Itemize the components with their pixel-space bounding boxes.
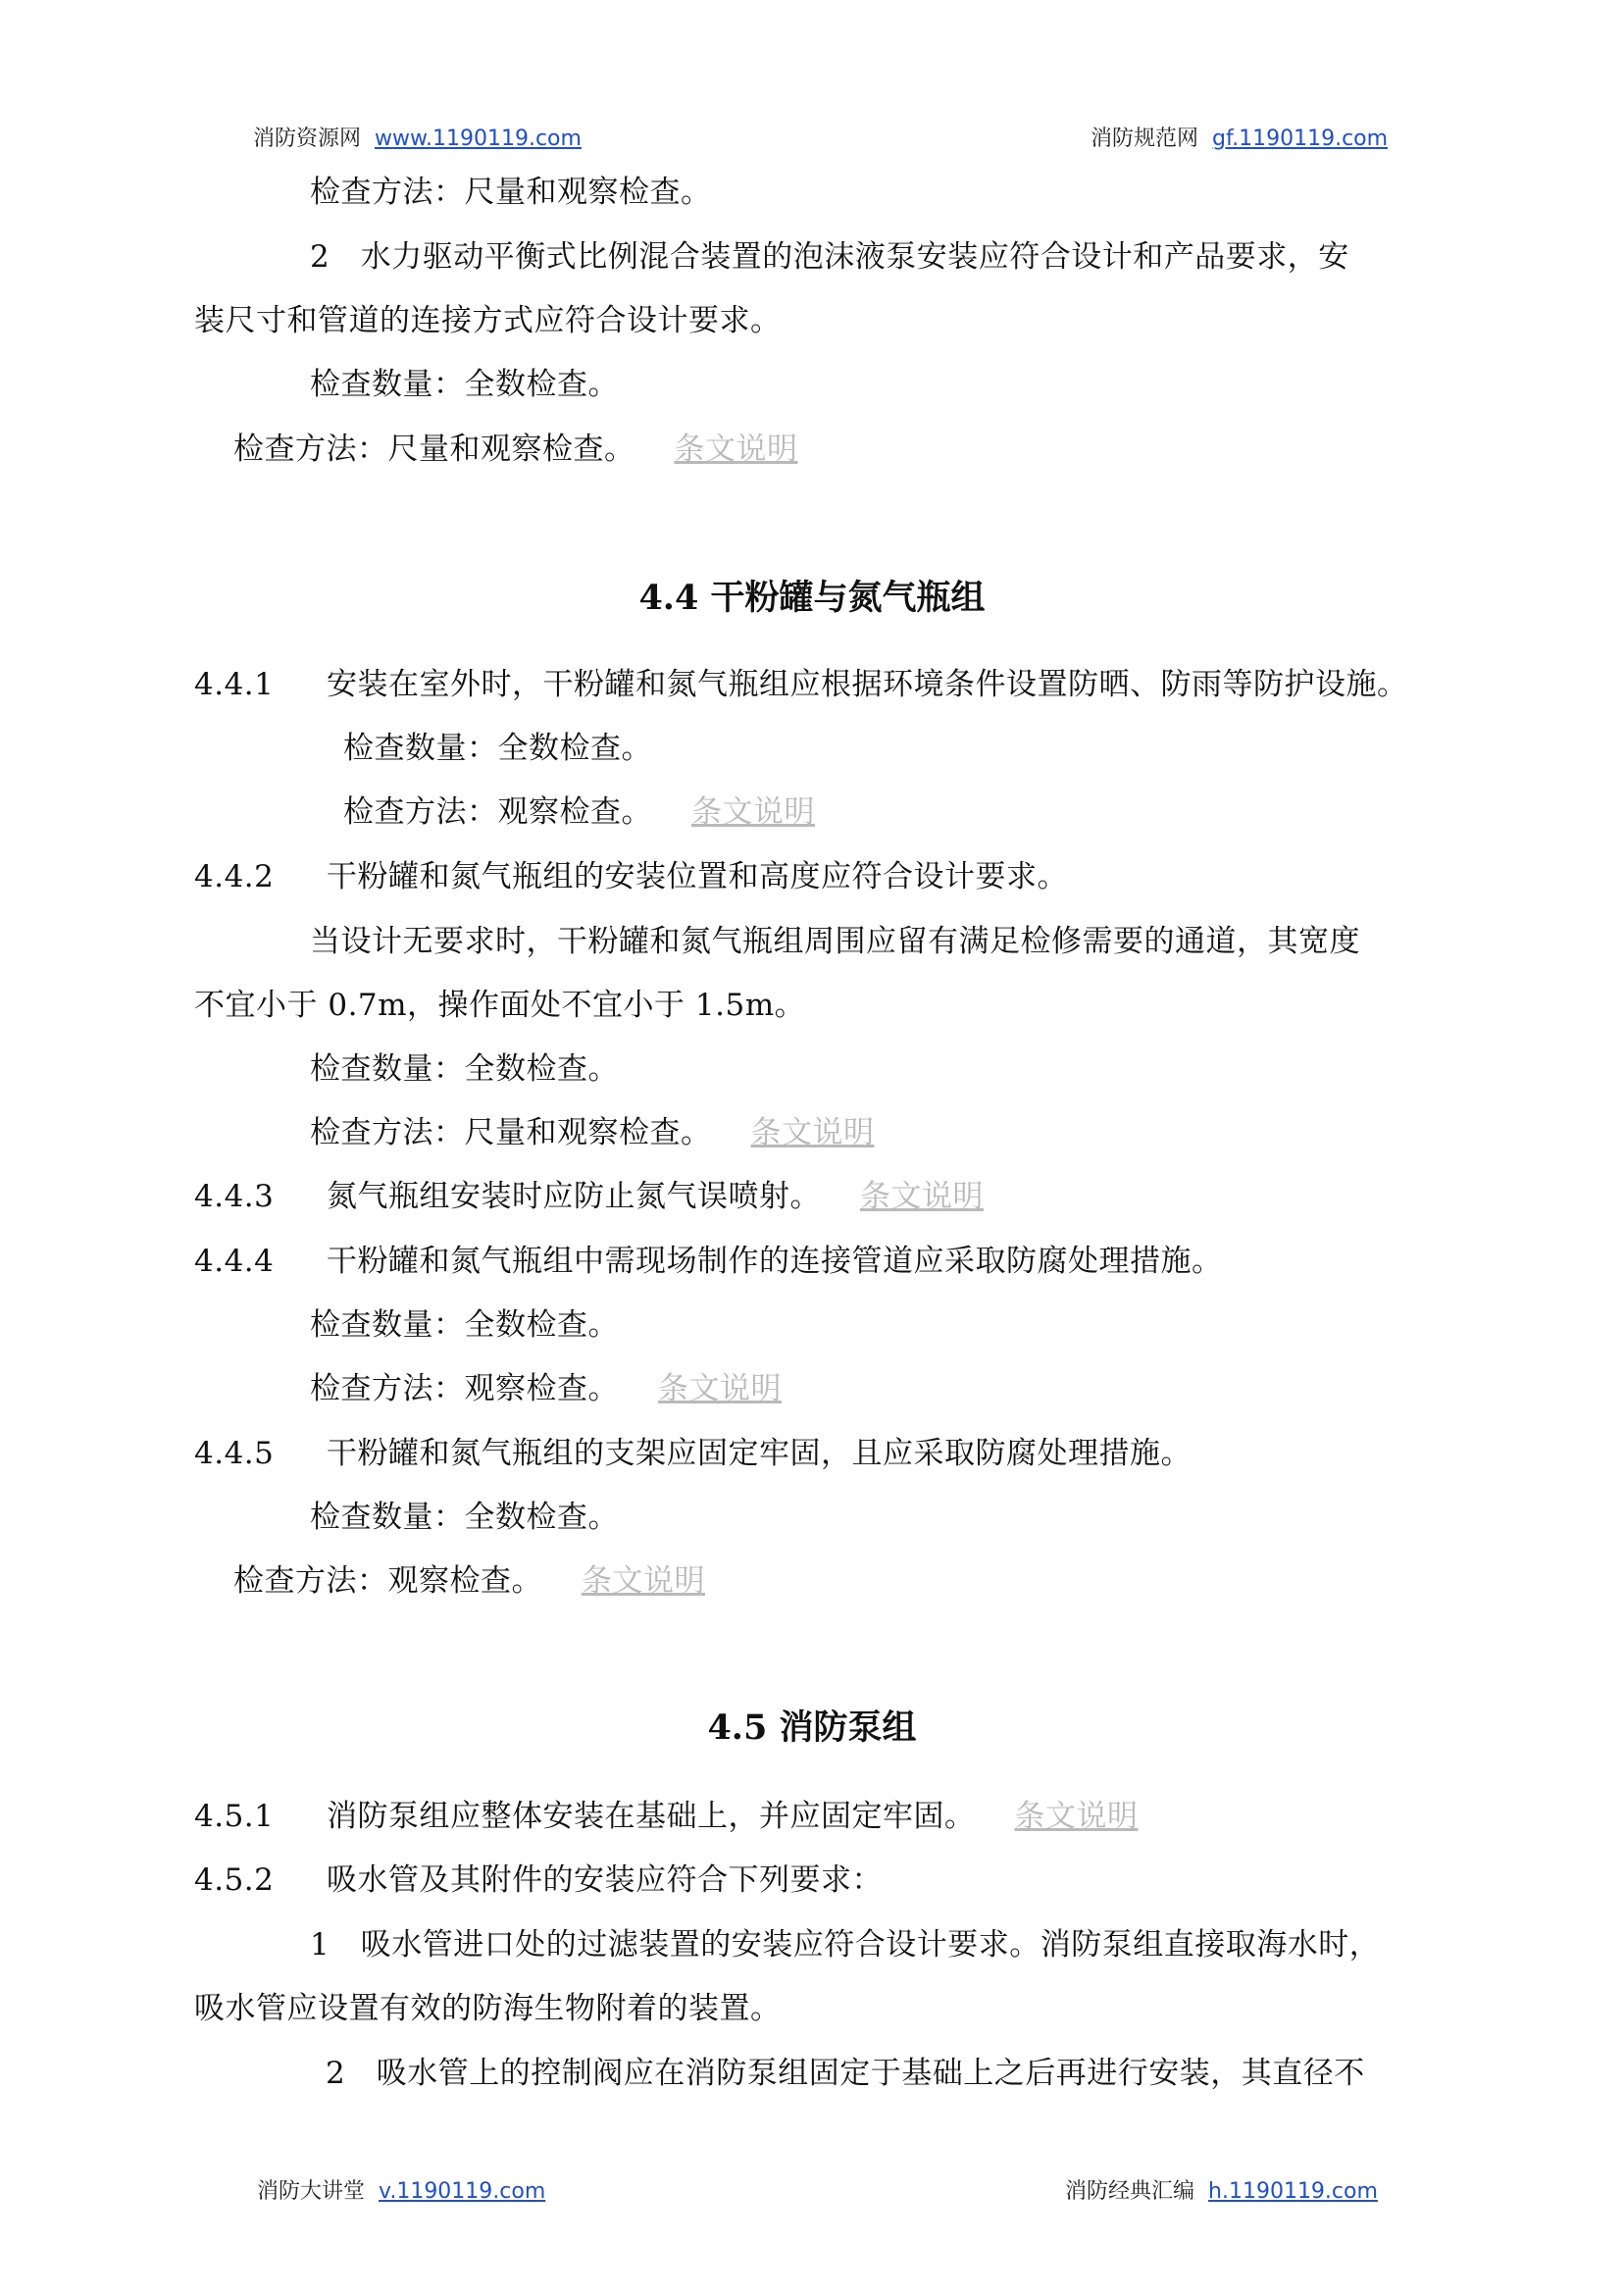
- clause-4-5-1: [194, 1797, 1139, 1836]
- text-line: [310, 1369, 782, 1408]
- clause-text: 安装在室外时，干粉罐和氮气瓶组应根据环境条件设置防晒、防雨等防护设施。: [327, 667, 1408, 702]
- header-left: [253, 122, 582, 152]
- clause-note-link[interactable]: 条文说明: [750, 1115, 875, 1150]
- section-heading-4-4: 4.4 干粉罐与氮气瓶组: [638, 578, 986, 618]
- clause-number: 4.4.2: [194, 859, 275, 894]
- clause-text: 干粉罐和氮气瓶组的支架应固定牢固，且应采取防腐处理措施。: [327, 1436, 1192, 1471]
- footer-right-label: 消防经典汇编: [1065, 2179, 1195, 2204]
- text-content: 检查方法：观察检查。: [343, 794, 652, 830]
- text-line: [310, 1113, 875, 1152]
- clause-note-link[interactable]: 条文说明: [582, 1563, 705, 1599]
- header-right: [1091, 122, 1388, 152]
- text-line: 当设计无要求时，干粉罐和氮气瓶组周围应留有满足检修需要的通道，其宽度: [310, 924, 1360, 959]
- clause-note-link[interactable]: 条文说明: [691, 794, 815, 830]
- text-line: 不宜小于 0.7m，操作面处不宜小于 1.5m。: [194, 988, 806, 1023]
- text-line: 检查数量：全数检查。: [310, 1307, 619, 1343]
- text-content: 检查方法：尺量和观察检查。: [310, 1115, 712, 1150]
- clause-number: 4.4.4: [194, 1244, 275, 1279]
- clause-4-4-2: [194, 857, 1068, 896]
- footer-left-label: 消防大讲堂: [257, 2179, 366, 2204]
- text-line: 2 吸水管上的控制阀应在消防泵组固定于基础上之后再进行安装，其直径不: [326, 2056, 1365, 2091]
- footer-right: [1065, 2174, 1378, 2205]
- clause-4-4-1: [194, 665, 1408, 704]
- clause-note-link[interactable]: 条文说明: [1014, 1799, 1139, 1834]
- clause-4-4-4: [194, 1242, 1223, 1281]
- clause-number: 4.5.1: [194, 1799, 275, 1834]
- text-line: 吸水管应设置有效的防海生物附着的装置。: [194, 1991, 782, 2026]
- clause-number: 4.4.5: [194, 1436, 275, 1471]
- text-line: 检查数量：全数检查。: [310, 367, 619, 402]
- section-heading-4-5: 4.5 消防泵组: [707, 1708, 917, 1748]
- clause-text: 干粉罐和氮气瓶组的安装位置和高度应符合设计要求。: [327, 859, 1068, 894]
- clause-text: 干粉罐和氮气瓶组中需现场制作的连接管道应采取防腐处理措施。: [327, 1244, 1223, 1279]
- clause-4-5-2: [194, 1861, 883, 1900]
- header-left-link[interactable]: www.1190119.com: [375, 127, 582, 151]
- clause-text: 氮气瓶组安装时应防止氮气误喷射。: [327, 1179, 821, 1214]
- text-line: [233, 430, 798, 469]
- text-line: 检查数量：全数检查。: [343, 731, 652, 766]
- footer-left-link[interactable]: v.1190119.com: [379, 2179, 546, 2204]
- clause-number: 4.4.1: [194, 667, 275, 702]
- header-right-label: 消防规范网: [1091, 127, 1199, 151]
- text-content: 检查方法：尺量和观察检查。: [233, 432, 635, 467]
- text-line: [343, 792, 815, 832]
- text-line: [233, 1561, 705, 1601]
- clause-note-link[interactable]: 条文说明: [674, 432, 798, 467]
- clause-text: 消防泵组应整体安装在基础上，并应固定牢固。: [327, 1799, 976, 1834]
- footer-left: [257, 2174, 545, 2205]
- clause-number: 4.5.2: [194, 1862, 275, 1898]
- text-line: 检查数量：全数检查。: [310, 1500, 619, 1535]
- text-line: 检查方法：尺量和观察检查。: [310, 175, 712, 210]
- footer-right-link[interactable]: h.1190119.com: [1208, 2179, 1378, 2204]
- text-content: 检查方法：观察检查。: [233, 1563, 542, 1599]
- clause-note-link[interactable]: 条文说明: [860, 1179, 984, 1214]
- clause-4-4-3: [194, 1177, 984, 1216]
- clause-4-4-5: [194, 1434, 1192, 1473]
- text-line: 1 吸水管进口处的过滤装置的安装应符合设计要求。消防泵组直接取海水时，: [310, 1927, 1381, 1963]
- header-left-label: 消防资源网: [253, 127, 362, 151]
- text-line: 装尺寸和管道的连接方式应符合设计要求。: [194, 303, 782, 338]
- clause-number: 4.4.3: [194, 1179, 275, 1214]
- clause-text: 吸水管及其附件的安装应符合下列要求：: [327, 1862, 883, 1898]
- text-content: 检查方法：观察检查。: [310, 1371, 619, 1406]
- header-right-link[interactable]: gf.1190119.com: [1212, 127, 1389, 151]
- text-line: 检查数量：全数检查。: [310, 1051, 619, 1087]
- text-line: 2 水力驱动平衡式比例混合装置的泡沫液泵安装应符合设计和产品要求，安: [310, 239, 1349, 275]
- clause-note-link[interactable]: 条文说明: [658, 1371, 782, 1406]
